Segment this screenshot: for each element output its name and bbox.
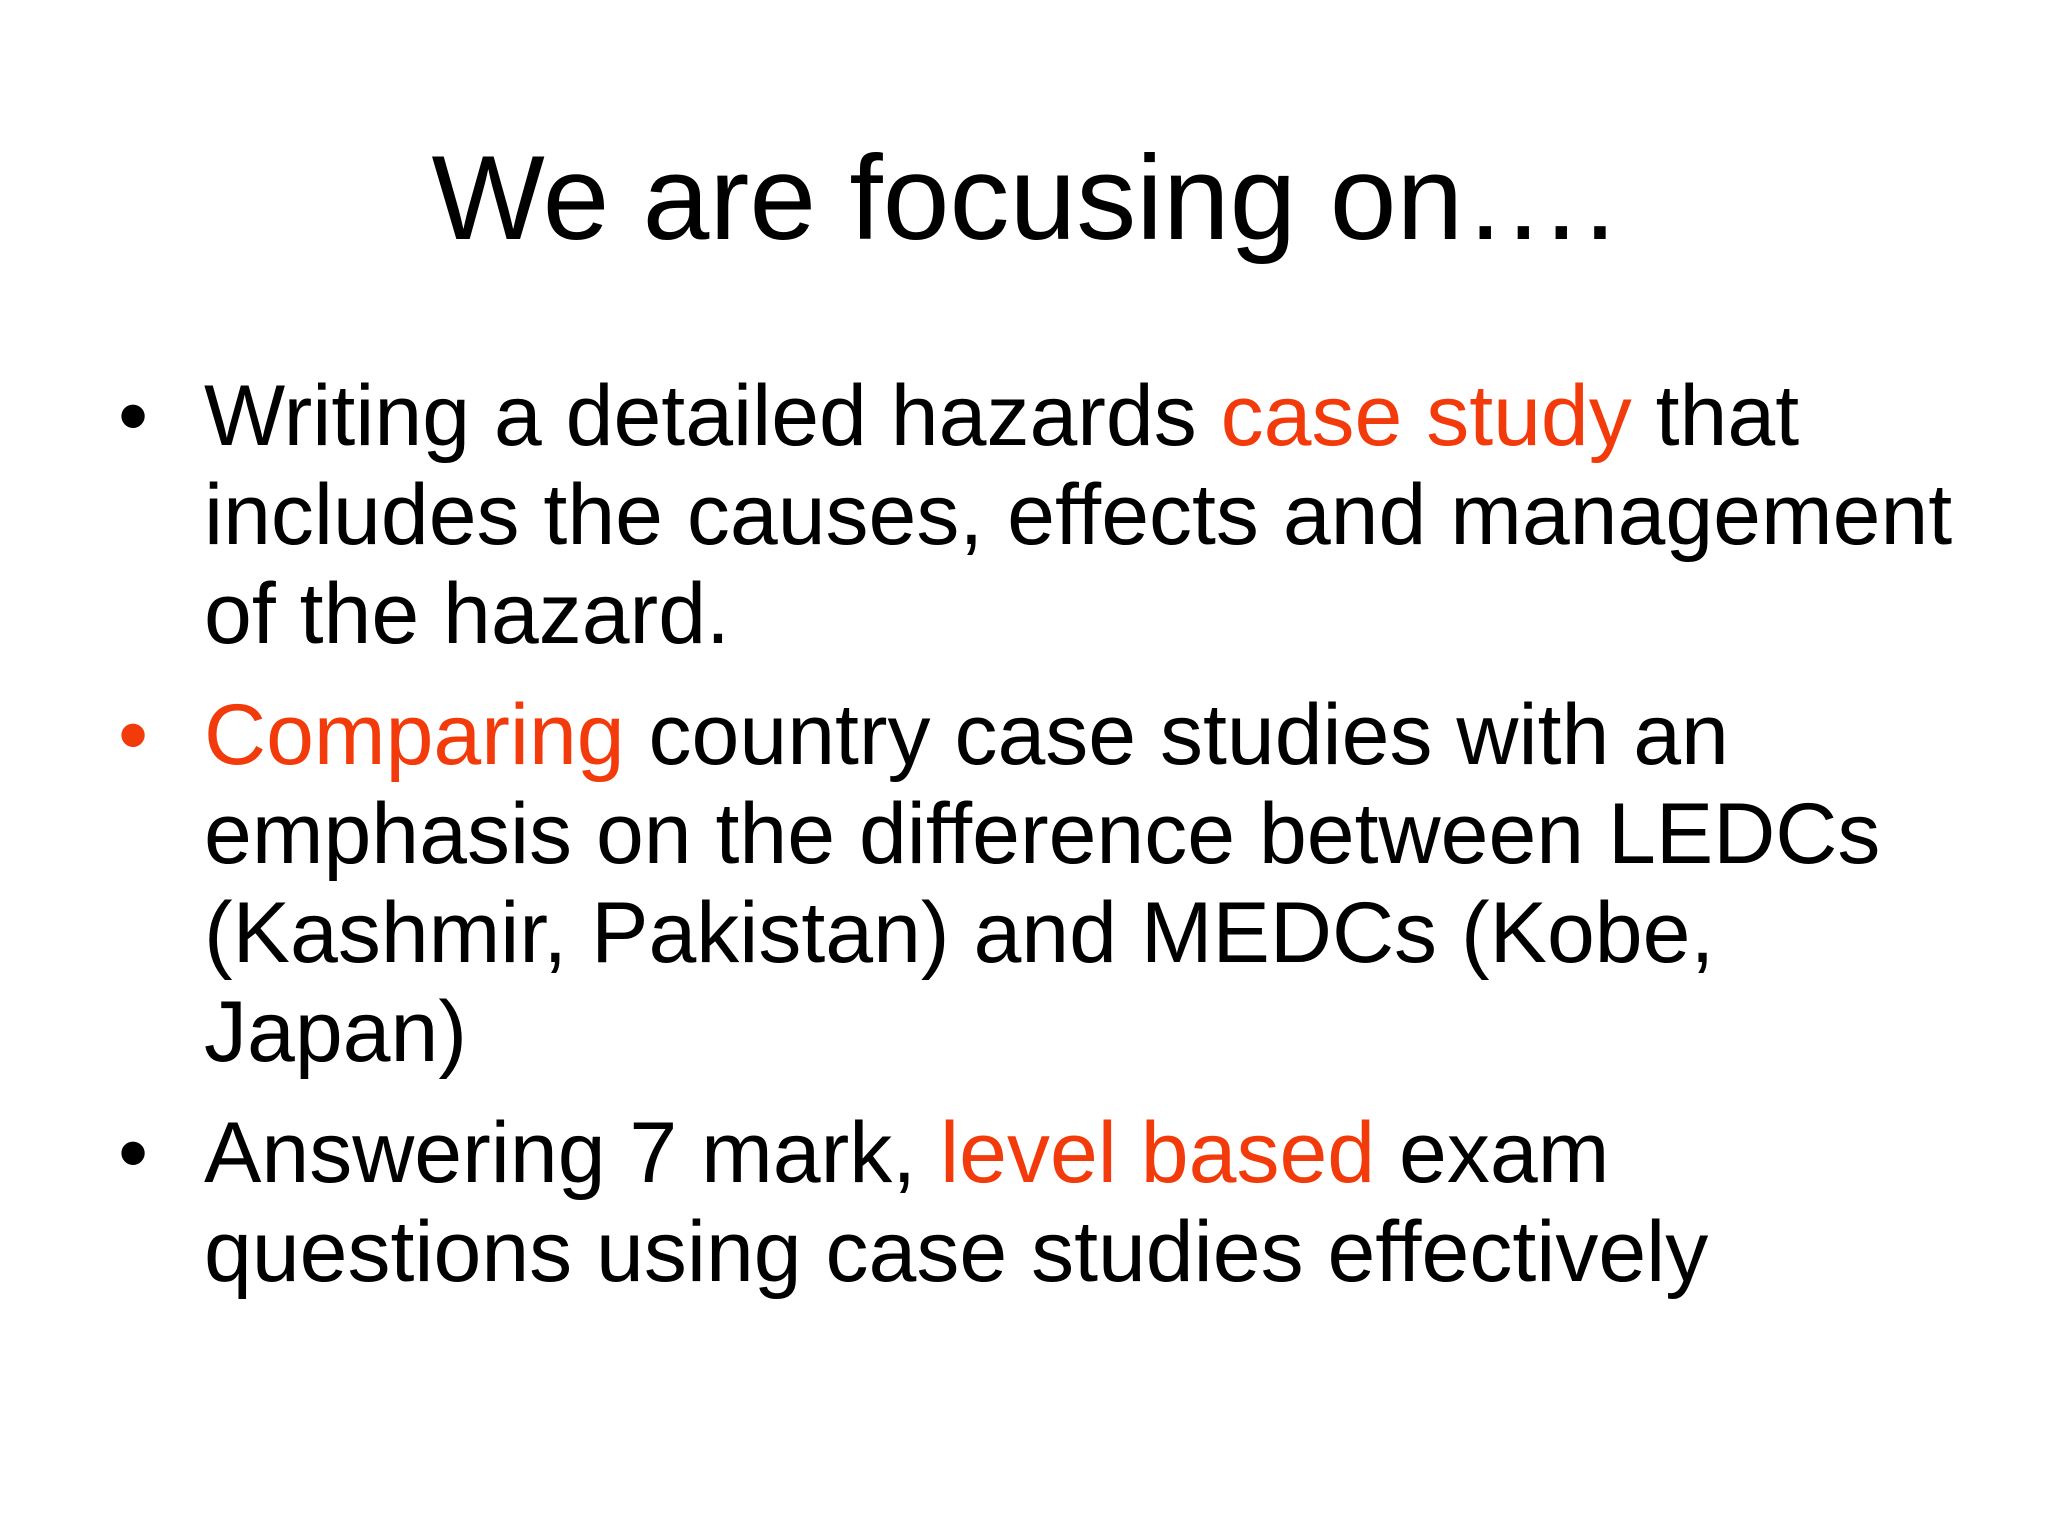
bullet-item — [118, 686, 1998, 1082]
bullet-item — [118, 367, 1998, 664]
bullet-item — [118, 1104, 1998, 1302]
slide-title: We are focusing on…. — [431, 131, 1617, 265]
bullet-text-part: Writing a detailed hazards — [204, 368, 1221, 464]
bullet-text-part: country case studies with an emphasis on the difference between LEDCs (Kashmir, Pakistan) and MEDCs (Kobe, Japan) — [204, 687, 1881, 1080]
bullet-marker: • — [118, 368, 149, 464]
highlighted-phrase: level based — [940, 1105, 1376, 1201]
bullet-text-part: that includes the causes, effects and management of the hazard. — [204, 368, 1953, 662]
highlighted-phrase: Comparing — [204, 687, 625, 783]
bullet-marker: • — [118, 1105, 149, 1201]
bullet-text-part: exam questions using case studies effectively — [204, 1105, 1709, 1300]
bullet-list — [118, 367, 1998, 1324]
highlighted-phrase: case study — [1220, 368, 1632, 464]
bullet-marker: • — [118, 687, 149, 783]
bullet-text-part: Answering 7 mark, — [204, 1105, 941, 1201]
